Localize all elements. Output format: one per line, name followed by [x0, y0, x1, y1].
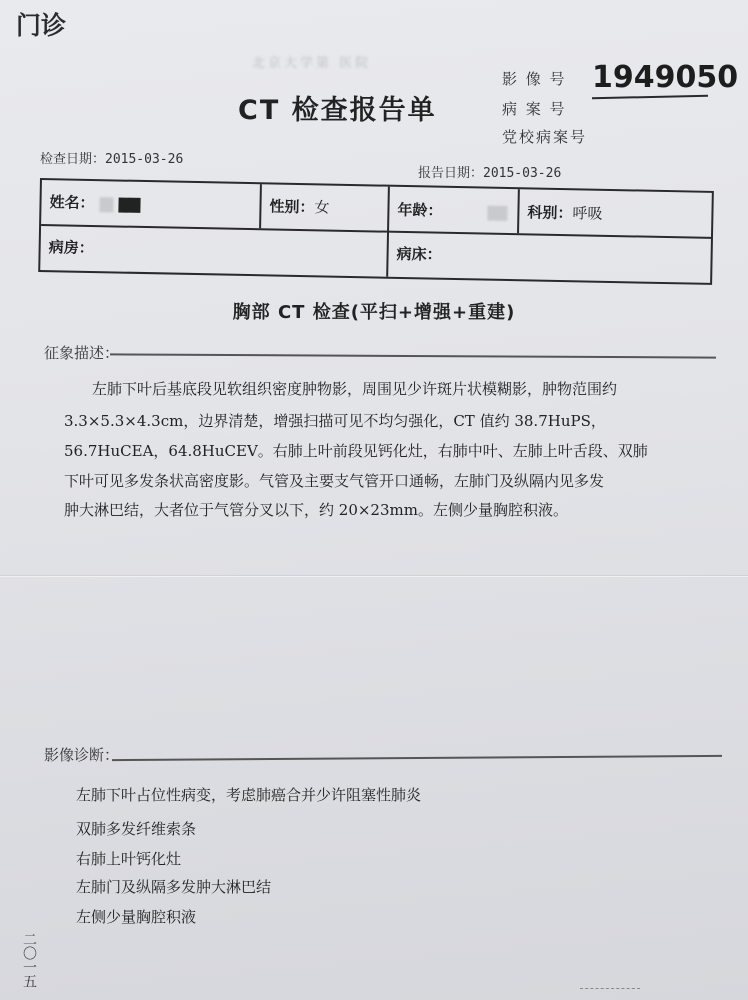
- image-number-value: 1949050: [592, 60, 739, 95]
- diagnosis-label: 影像诊断：: [44, 746, 120, 764]
- age-cell: [397, 199, 507, 222]
- findings-text-line: 下叶可见多发条状高密度影。气管及主要支气管开口通畅，左肺门及纵隔内见多发: [64, 472, 605, 490]
- diagnosis-item: 左侧少量胸腔积液: [76, 908, 197, 926]
- age-label: 年龄：: [397, 200, 443, 220]
- image-number-underline: [592, 95, 708, 99]
- patient-info-table: [38, 178, 714, 285]
- bed-label: 病床：: [396, 244, 442, 264]
- gender-value: 女: [314, 198, 330, 217]
- margin-date: 二〇一五: [21, 932, 37, 988]
- report-date: 报告日期：2015-03-26: [418, 166, 562, 181]
- findings-label: 征象描述：: [44, 344, 120, 362]
- findings-text-line: 肿大淋巴结，大者位于气管分叉以下，约 20×23mm。左侧少量胸腔积液。: [64, 501, 568, 519]
- name-label: 姓名：: [49, 193, 95, 213]
- gender-cell: [269, 195, 329, 217]
- report-title: CT 检查报告单: [238, 95, 437, 126]
- findings-text-line: 左肺下叶后基底段见软组织密度肿物影，周围见少许斑片状模糊影，肿物范围约: [92, 380, 618, 398]
- bed-cell: [396, 243, 441, 265]
- gender-label: 性别：: [269, 197, 315, 217]
- exam-title: 胸部 CT 检查(平扫+增强+重建): [232, 302, 516, 323]
- image-number-label: 影 像 号: [502, 70, 567, 88]
- perforation-edge: [580, 988, 640, 995]
- diagnosis-underline: [112, 755, 722, 761]
- redaction-bar: [487, 205, 507, 220]
- ward-label: 病房：: [48, 238, 94, 258]
- table-col-divider: [259, 184, 261, 228]
- findings-text-line: 3.3×5.3×4.3cm，边界清楚，增强扫描可见不均匀强化，CT 值约 38.7HuPS，: [64, 412, 606, 430]
- name-cell: [49, 191, 140, 214]
- ward-cell: [48, 236, 93, 258]
- department-label: 科别：: [527, 203, 573, 223]
- table-col-divider: [517, 189, 519, 233]
- department-value: 呼吸: [572, 204, 603, 223]
- hospital-name: 北京大学第 医院: [252, 56, 372, 71]
- exam-date: 检查日期：2015-03-26: [40, 152, 184, 167]
- redaction-bar: [118, 197, 140, 212]
- school-case-number-label: 党校病案号: [502, 128, 588, 146]
- case-number-label: 病 案 号: [502, 100, 567, 118]
- findings-text-line: 56.7HuCEA，64.8HuCEV。右肺上叶前段见钙化灶，右肺中叶、左肺上叶舌段、双肺: [64, 442, 648, 460]
- diagnosis-item: 左肺门及纵隔多发肿大淋巴结: [76, 878, 272, 896]
- diagnosis-item: 右肺上叶钙化灶: [76, 850, 182, 868]
- department-cell: [527, 201, 602, 223]
- diagnosis-item: 双肺多发纤维索条: [76, 820, 197, 838]
- redaction-bar: [99, 197, 113, 212]
- outpatient-stamp: 门诊: [16, 11, 67, 40]
- findings-underline: [110, 353, 716, 358]
- table-row-divider: [41, 224, 711, 238]
- paper-fold: [0, 575, 748, 576]
- diagnosis-item: 左肺下叶占位性病变，考虑肺癌合并少许阻塞性肺炎: [76, 786, 422, 804]
